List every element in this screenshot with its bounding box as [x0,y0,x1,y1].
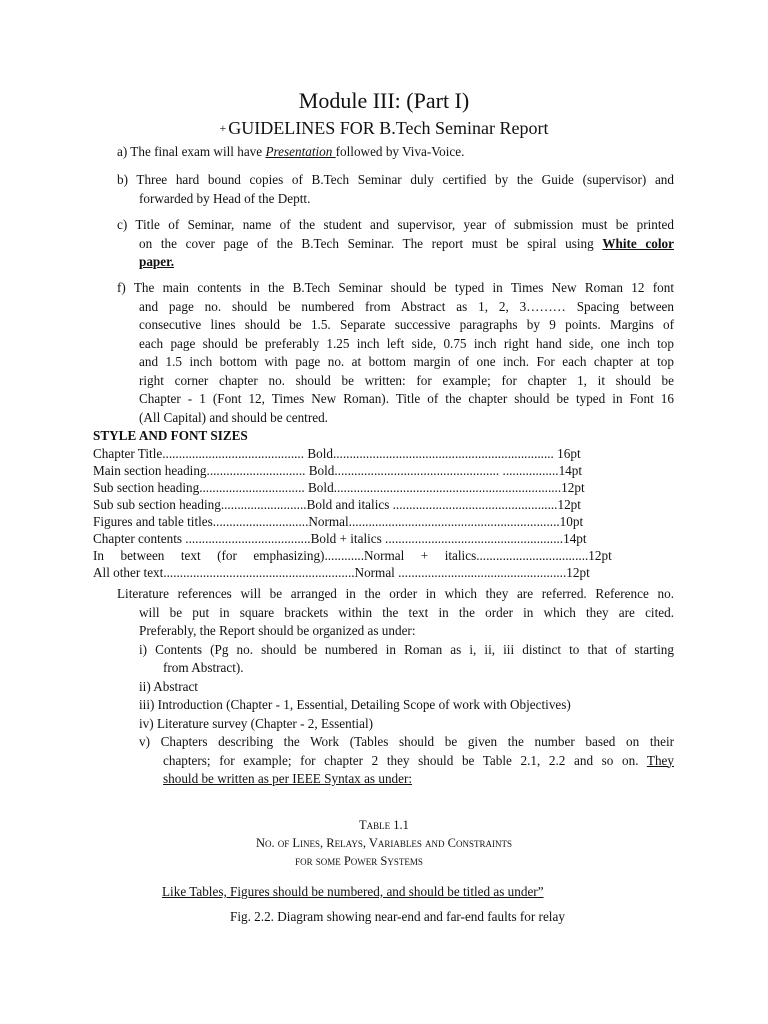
literature-section [117,585,674,789]
style-style: Bold and italics .................................................. [306,497,558,512]
style-heading: STYLE AND FONT SIZES [93,428,248,443]
figures-note: Like Tables, Figures should be numbered, and should be titled as under” [162,884,544,899]
item-c-bold: paper. [139,254,175,269]
item-c [117,216,674,272]
item-f-line: and 1.5 inch bottom with page no. at bottom margin of one inch. For each chapter at top [139,354,674,369]
style-style: Bold................................................................... [304,446,554,461]
item-f-line: right corner chapter no. should be written: for example; for chapter 1, it should be [139,372,674,388]
style-row [93,530,675,547]
item-f-line: each page should be preferably 1.25 inch left side, 0.75 inch right hand side, one inch top [139,335,674,351]
style-row [93,513,675,530]
item-c-text: on the cover page of the B.Tech Seminar. The report must be spiral using [139,235,603,251]
style-style: Normal................................................................ [308,514,560,529]
style-style: Bold + italics ...................................................... [310,531,564,546]
item-a-emphasis: Presentation [265,144,336,159]
subtitle-text: GUIDELINES FOR B.Tech Seminar Report [228,118,549,138]
style-row [93,462,675,479]
style-size: 14pt [558,463,583,478]
style-size: 12pt [566,565,590,580]
style-name: Sub sub section heading.......................... [93,497,307,512]
literature-line: i) Contents (Pg no. should be numbered in Roman as i, ii, iii distinct to that of starting [139,641,674,657]
item-f-line: and page no. should be numbered from Abstract as 1, 2, 3……… Spacing between [139,298,674,314]
page-title: Module III: (Part I) [298,88,470,113]
item-f-line: consecutive lines should be 1.5. Separate successive paragraphs by 9 points. Margins of [139,317,674,332]
item-b [117,171,674,208]
literature-line: will be put in square brackets within the text in the order in which they are cited. [139,604,674,620]
literature-line: from Abstract). [163,660,244,675]
table-caption-number: Table 1.1 [359,818,409,832]
literature-line: Literature references will be arranged in the order in which they are referred. Reference no. [117,586,674,601]
item-a [117,143,674,162]
item-c-line: c) Title of Seminar, name of the student and supervisor, year of submission must be printed [117,217,674,232]
style-font-table [93,445,675,581]
style-size: 16pt [553,446,581,461]
subtitle-mark: + [219,121,227,135]
literature-line: ii) Abstract [139,678,198,694]
literature-text: chapters; for example; for chapter 2 they should be Table 2.1, 2.2 and so on. [163,752,647,768]
literature-underlined: They [646,752,674,768]
style-name: In between text (for emphasizing) [93,548,325,563]
table-caption-subtitle: for some Power Systems [295,854,423,868]
style-name: Main section heading.............................. [93,463,306,478]
item-f-line: Chapter - 1 (Font 12, Times New Roman). Title of the chapter should be typed in Font 16 [139,391,674,406]
style-style: ............Normal + italics.................................. [324,548,589,563]
style-name: Chapter contents ...................................... [93,531,311,546]
item-b-line: forwarded by Head of the Deptt. [139,190,311,206]
style-style: Normal ................................................... [354,565,567,580]
style-style: Bold..................................................................... [304,480,562,495]
style-size: 12pt [557,497,581,512]
item-c-line [117,235,674,254]
item-a-suffix: followed by Viva-Voice. [335,144,465,159]
item-c-line [117,253,674,272]
style-name: Chapter Title........................................... [93,446,305,461]
literature-line: v) Chapters describing the Work (Tables should be given the number based on their [139,734,674,749]
item-c-bold: White color [602,235,674,251]
page-subtitle [0,118,768,139]
style-size: 14pt [563,531,587,546]
literature-line [117,752,674,771]
style-name: Sub section heading................................ [93,480,305,495]
style-row [93,496,675,513]
style-size: 12pt [588,548,612,563]
item-f-line: (All Capital) and should be centred. [139,409,328,425]
style-row [93,479,675,496]
style-size: 12pt [561,480,585,495]
item-b-line: b) Three hard bound copies of B.Tech Seminar duly certified by the Guide (supervisor) and [117,172,674,187]
literature-underlined: should be written as per IEEE Syntax as under: [163,771,413,786]
item-f [117,279,674,427]
table-caption-title: No. of Lines, Relays, Variables and Constraints [256,836,512,850]
literature-line [117,770,674,789]
literature-line: iii) Introduction (Chapter - 1, Essential, Detailing Scope of work with Objectives) [139,697,571,712]
literature-line: Preferably, the Report should be organized as under: [139,623,416,638]
style-row [93,547,675,564]
style-style: Bold.................................................. ................. [305,463,559,478]
style-row [93,445,675,462]
literature-line: iv) Literature survey (Chapter - 2, Essential) [139,715,373,731]
figure-caption: Fig. 2.2. Diagram showing near-end and far-end faults for relay [230,909,565,924]
style-size: 10pt [559,514,584,529]
item-f-line: f) The main contents in the B.Tech Seminar should be typed in Times New Roman 12 font [117,280,674,295]
item-a-prefix: a) The final exam will have [117,144,266,159]
style-name: All other text.......................................................... [93,565,355,580]
style-name: Figures and table titles............................. [93,514,309,529]
style-row [93,564,675,581]
